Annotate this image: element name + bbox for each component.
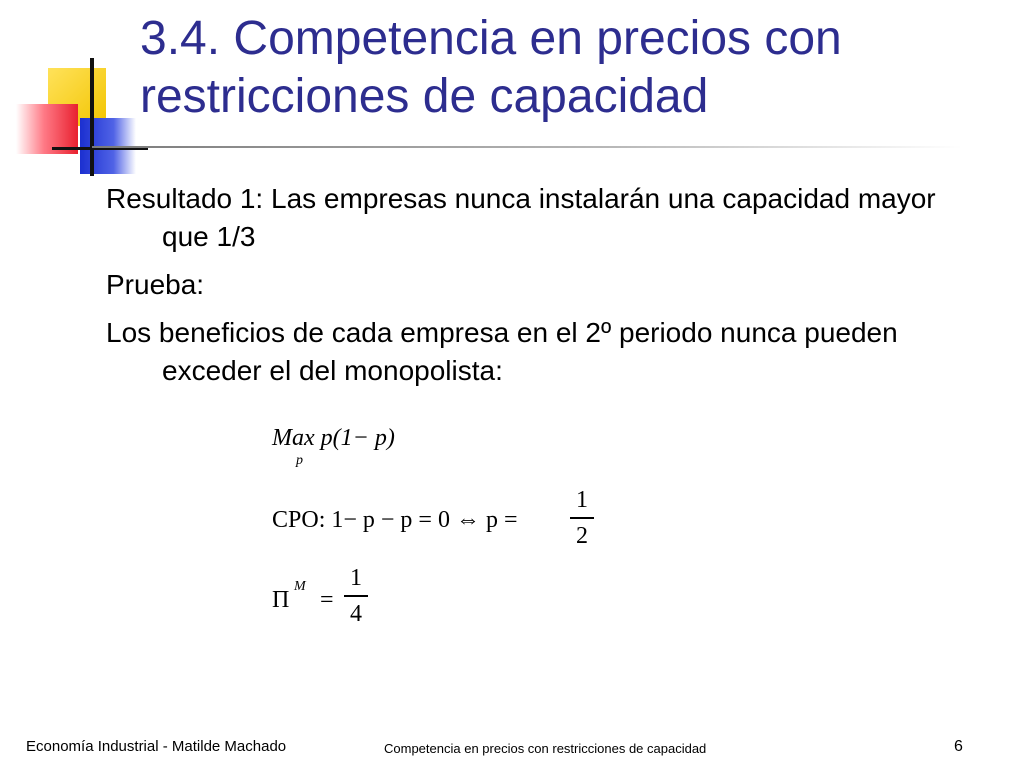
fraction-denominator: 4 [350,600,362,627]
vertical-line [90,58,94,176]
equation-max [272,425,395,468]
corner-logo [0,0,150,180]
profit-superscript: M [294,579,306,594]
proof-paragraph: Los beneficios de cada empresa en el 2º periodo nunca pueden exceder el del monopolista: [106,317,898,386]
footer-author: Economía Industrial - Matilde Machado [26,738,287,755]
result-paragraph: Resultado 1: Las empresas nunca instalarán una capacidad mayor que 1/3 [106,183,936,252]
fraction-denominator: 2 [576,522,588,549]
equals-sign: = [320,587,334,613]
proof-label: Prueba: [106,269,205,300]
profit-symbol: Π [272,587,290,613]
fraction-numerator: 1 [576,487,588,513]
equation-monopoly-profit [272,565,412,635]
profit-fraction [344,565,368,627]
slide-body [106,180,986,400]
equation-foc [272,487,612,557]
equation-max-subscript: p [296,453,303,468]
equation-foc-expression: CPO: 1− p − p = 0 ⇔ p = [272,507,518,533]
page-number: 6 [954,738,963,755]
title-divider [92,146,962,148]
fraction-numerator: 1 [350,565,362,591]
fraction-bar [344,595,368,597]
equation-max-expression: Max p(1− p) [272,425,395,451]
slide-title: 3.4. Competencia en precios con restricciones de capacidad [140,12,842,123]
fraction-bar [570,517,594,519]
footer-topic: Competencia en precios con restricciones de capacidad [384,741,707,756]
equation-foc-fraction [570,487,594,549]
